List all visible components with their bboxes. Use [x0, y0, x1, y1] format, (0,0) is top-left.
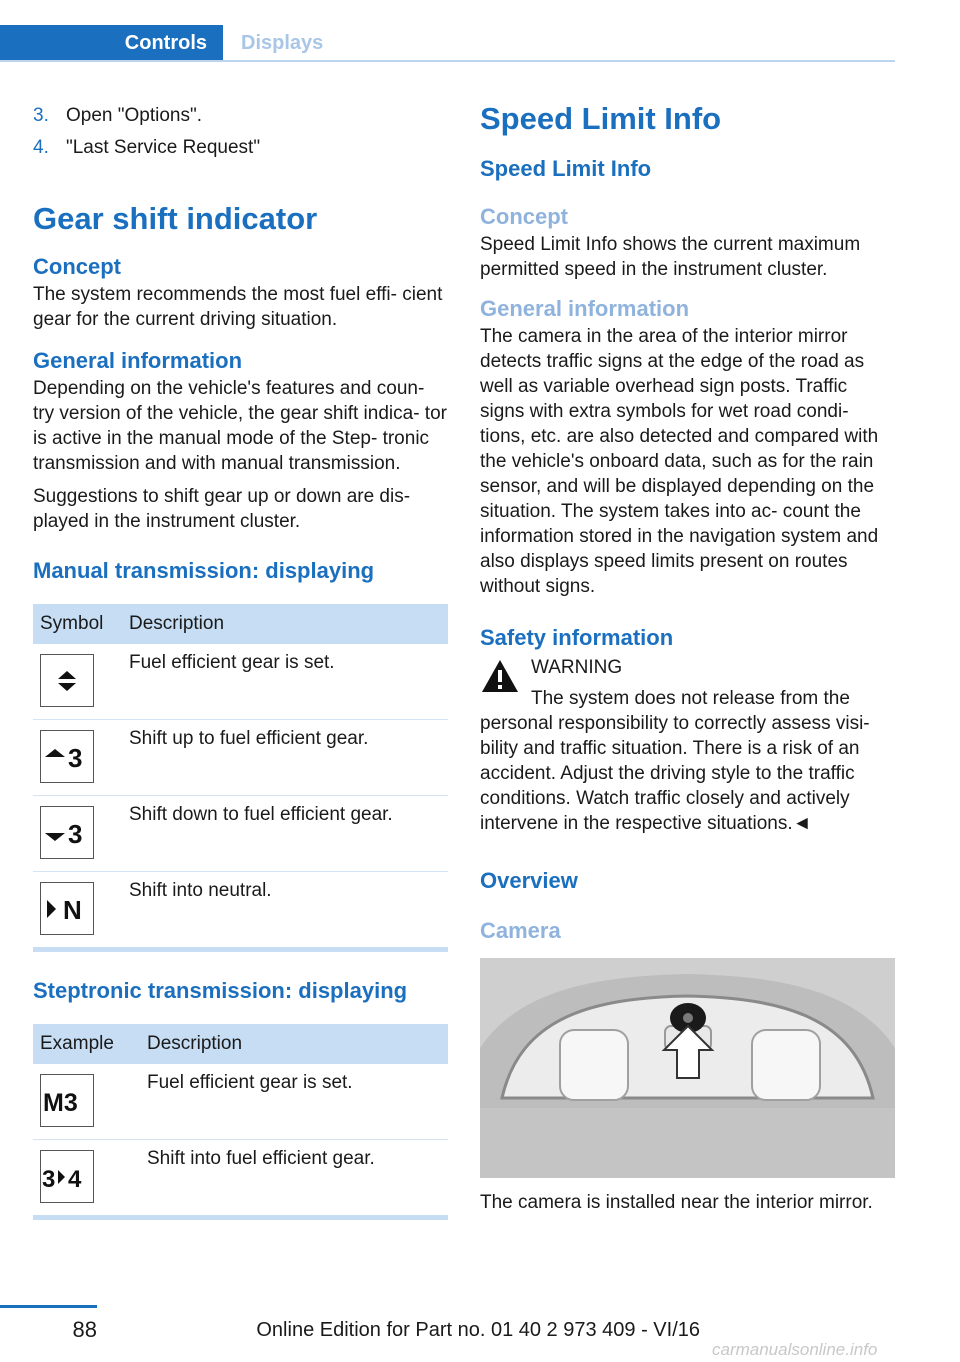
- description-cell: Shift into neutral.: [129, 880, 272, 901]
- step-3: [33, 100, 448, 132]
- description-cell: Shift into fuel efficient gear.: [147, 1148, 375, 1169]
- shift-down-3-icon: [40, 806, 94, 859]
- table-row: [33, 796, 448, 872]
- gear-optimal-icon: [40, 654, 94, 707]
- tab-underline: [0, 60, 895, 62]
- gear-number: 3: [68, 742, 83, 772]
- edition-text: Online Edition for Part no. 01 40 2 973 409 - VI/16: [256, 1319, 700, 1341]
- camera-heading: Camera: [480, 918, 561, 943]
- warning-label: WARNING: [531, 657, 623, 678]
- warning-first-line: The system does not release from the: [531, 688, 850, 709]
- gear-mode-text: M3: [43, 1088, 78, 1116]
- shift-neutral-icon: [40, 882, 94, 935]
- steptronic-example-table: [33, 1024, 448, 1215]
- footer-rule: [0, 1305, 97, 1308]
- watermark: carmanualsonline.info: [712, 1340, 878, 1359]
- general-info-heading: General information: [33, 348, 243, 373]
- manual-symbol-table: [33, 604, 448, 947]
- gear-shift-title: Gear shift indicator: [33, 201, 318, 236]
- column-header-description: Description: [122, 604, 448, 644]
- step-number: 4.: [33, 137, 49, 158]
- column-header-symbol: Symbol: [33, 604, 122, 644]
- description-cell: Shift up to fuel efficient gear.: [122, 720, 448, 796]
- step-text: "Last Service Request": [66, 137, 261, 158]
- description-cell: Fuel efficient gear is set.: [122, 644, 448, 720]
- warning-triangle-icon: [480, 658, 520, 701]
- camera-illustration: [480, 958, 895, 1178]
- step-4: [33, 132, 448, 164]
- concept-text: The system recommends the most fuel effi- cient gear for the current driving situation.: [33, 284, 443, 330]
- table-row: [33, 1140, 448, 1216]
- column-header-example: Example: [33, 1024, 140, 1064]
- table-header-row: [33, 1024, 448, 1064]
- table-header-row: [33, 604, 448, 644]
- right-column: [480, 100, 895, 1215]
- concept-heading: Concept: [480, 204, 568, 229]
- speed-limit-subtitle: Speed Limit Info: [480, 156, 652, 181]
- table-row: [33, 872, 448, 948]
- description-cell: Shift down to fuel efficient gear.: [122, 796, 448, 872]
- general-info-heading: General information: [480, 296, 690, 321]
- m3-icon: [40, 1074, 94, 1127]
- table-row: [33, 1064, 448, 1140]
- shift-up-3-icon: [40, 730, 94, 783]
- page-number: 88: [72, 1317, 97, 1342]
- concept-heading: Concept: [33, 254, 121, 279]
- camera-caption: The camera is installed near the interior mirror.: [480, 1192, 873, 1213]
- table-bottom-rule: [33, 947, 448, 952]
- general-info-text: The camera in the area of the interior mirror detects traffic signs at the edge of the road as well as variable overhead sign posts. Traffic signs with extra symbols for wet road condi- tions, etc. are also detected and compared with the vehicle's onboard data, such as for the rain sensor, and will be displayed depending on the situation. The system takes into ac- count the information stored in the navigation system and also displays speed limits present on routes without signs.: [480, 326, 879, 597]
- section-tabs: [0, 25, 895, 62]
- general-info-text: Depending on the vehicle's features and coun- try version of the vehicle, the gear shift indica- tor is active in the manual mode of the Step- tronic transmission and with manual transmission.: [33, 378, 447, 474]
- tab-controls[interactable]: Controls: [0, 25, 223, 60]
- gear-to: 4: [68, 1165, 82, 1192]
- warning-block: [480, 655, 895, 836]
- table-row: [33, 644, 448, 720]
- gear-letter: N: [63, 894, 82, 924]
- gear-from: 3: [42, 1165, 56, 1192]
- column-header-description: Description: [140, 1024, 448, 1064]
- tab-displays[interactable]: Displays: [241, 32, 324, 54]
- step-number: 3.: [33, 105, 49, 126]
- safety-info-heading: Safety information: [480, 625, 674, 650]
- table-bottom-rule: [33, 1215, 448, 1220]
- shift-3-to-4-icon: [40, 1150, 94, 1203]
- warning-text: personal responsibility to correctly assess visi- bility and traffic situation. There is a risk of an accident. Adjust the driving style to the traffic conditions. Watch traffic closely and actively intervene in the respective situations.◄: [480, 713, 870, 834]
- gear-number: 3: [68, 818, 83, 848]
- concept-text: Speed Limit Info shows the current maximum permitted speed in the instrument cluster.: [480, 234, 861, 280]
- steptronic-heading: Steptronic transmission: displaying: [33, 978, 408, 1003]
- table-row: [33, 720, 448, 796]
- suggestions-text: Suggestions to shift gear up or down are dis- played in the instrument cluster.: [33, 486, 411, 532]
- step-text: Open "Options".: [66, 105, 203, 126]
- speed-limit-title: Speed Limit Info: [480, 101, 722, 136]
- left-column: [33, 100, 448, 1220]
- overview-heading: Overview: [480, 868, 578, 893]
- description-cell: Fuel efficient gear is set.: [140, 1064, 448, 1140]
- manual-transmission-heading: Manual transmission: displaying: [33, 558, 375, 583]
